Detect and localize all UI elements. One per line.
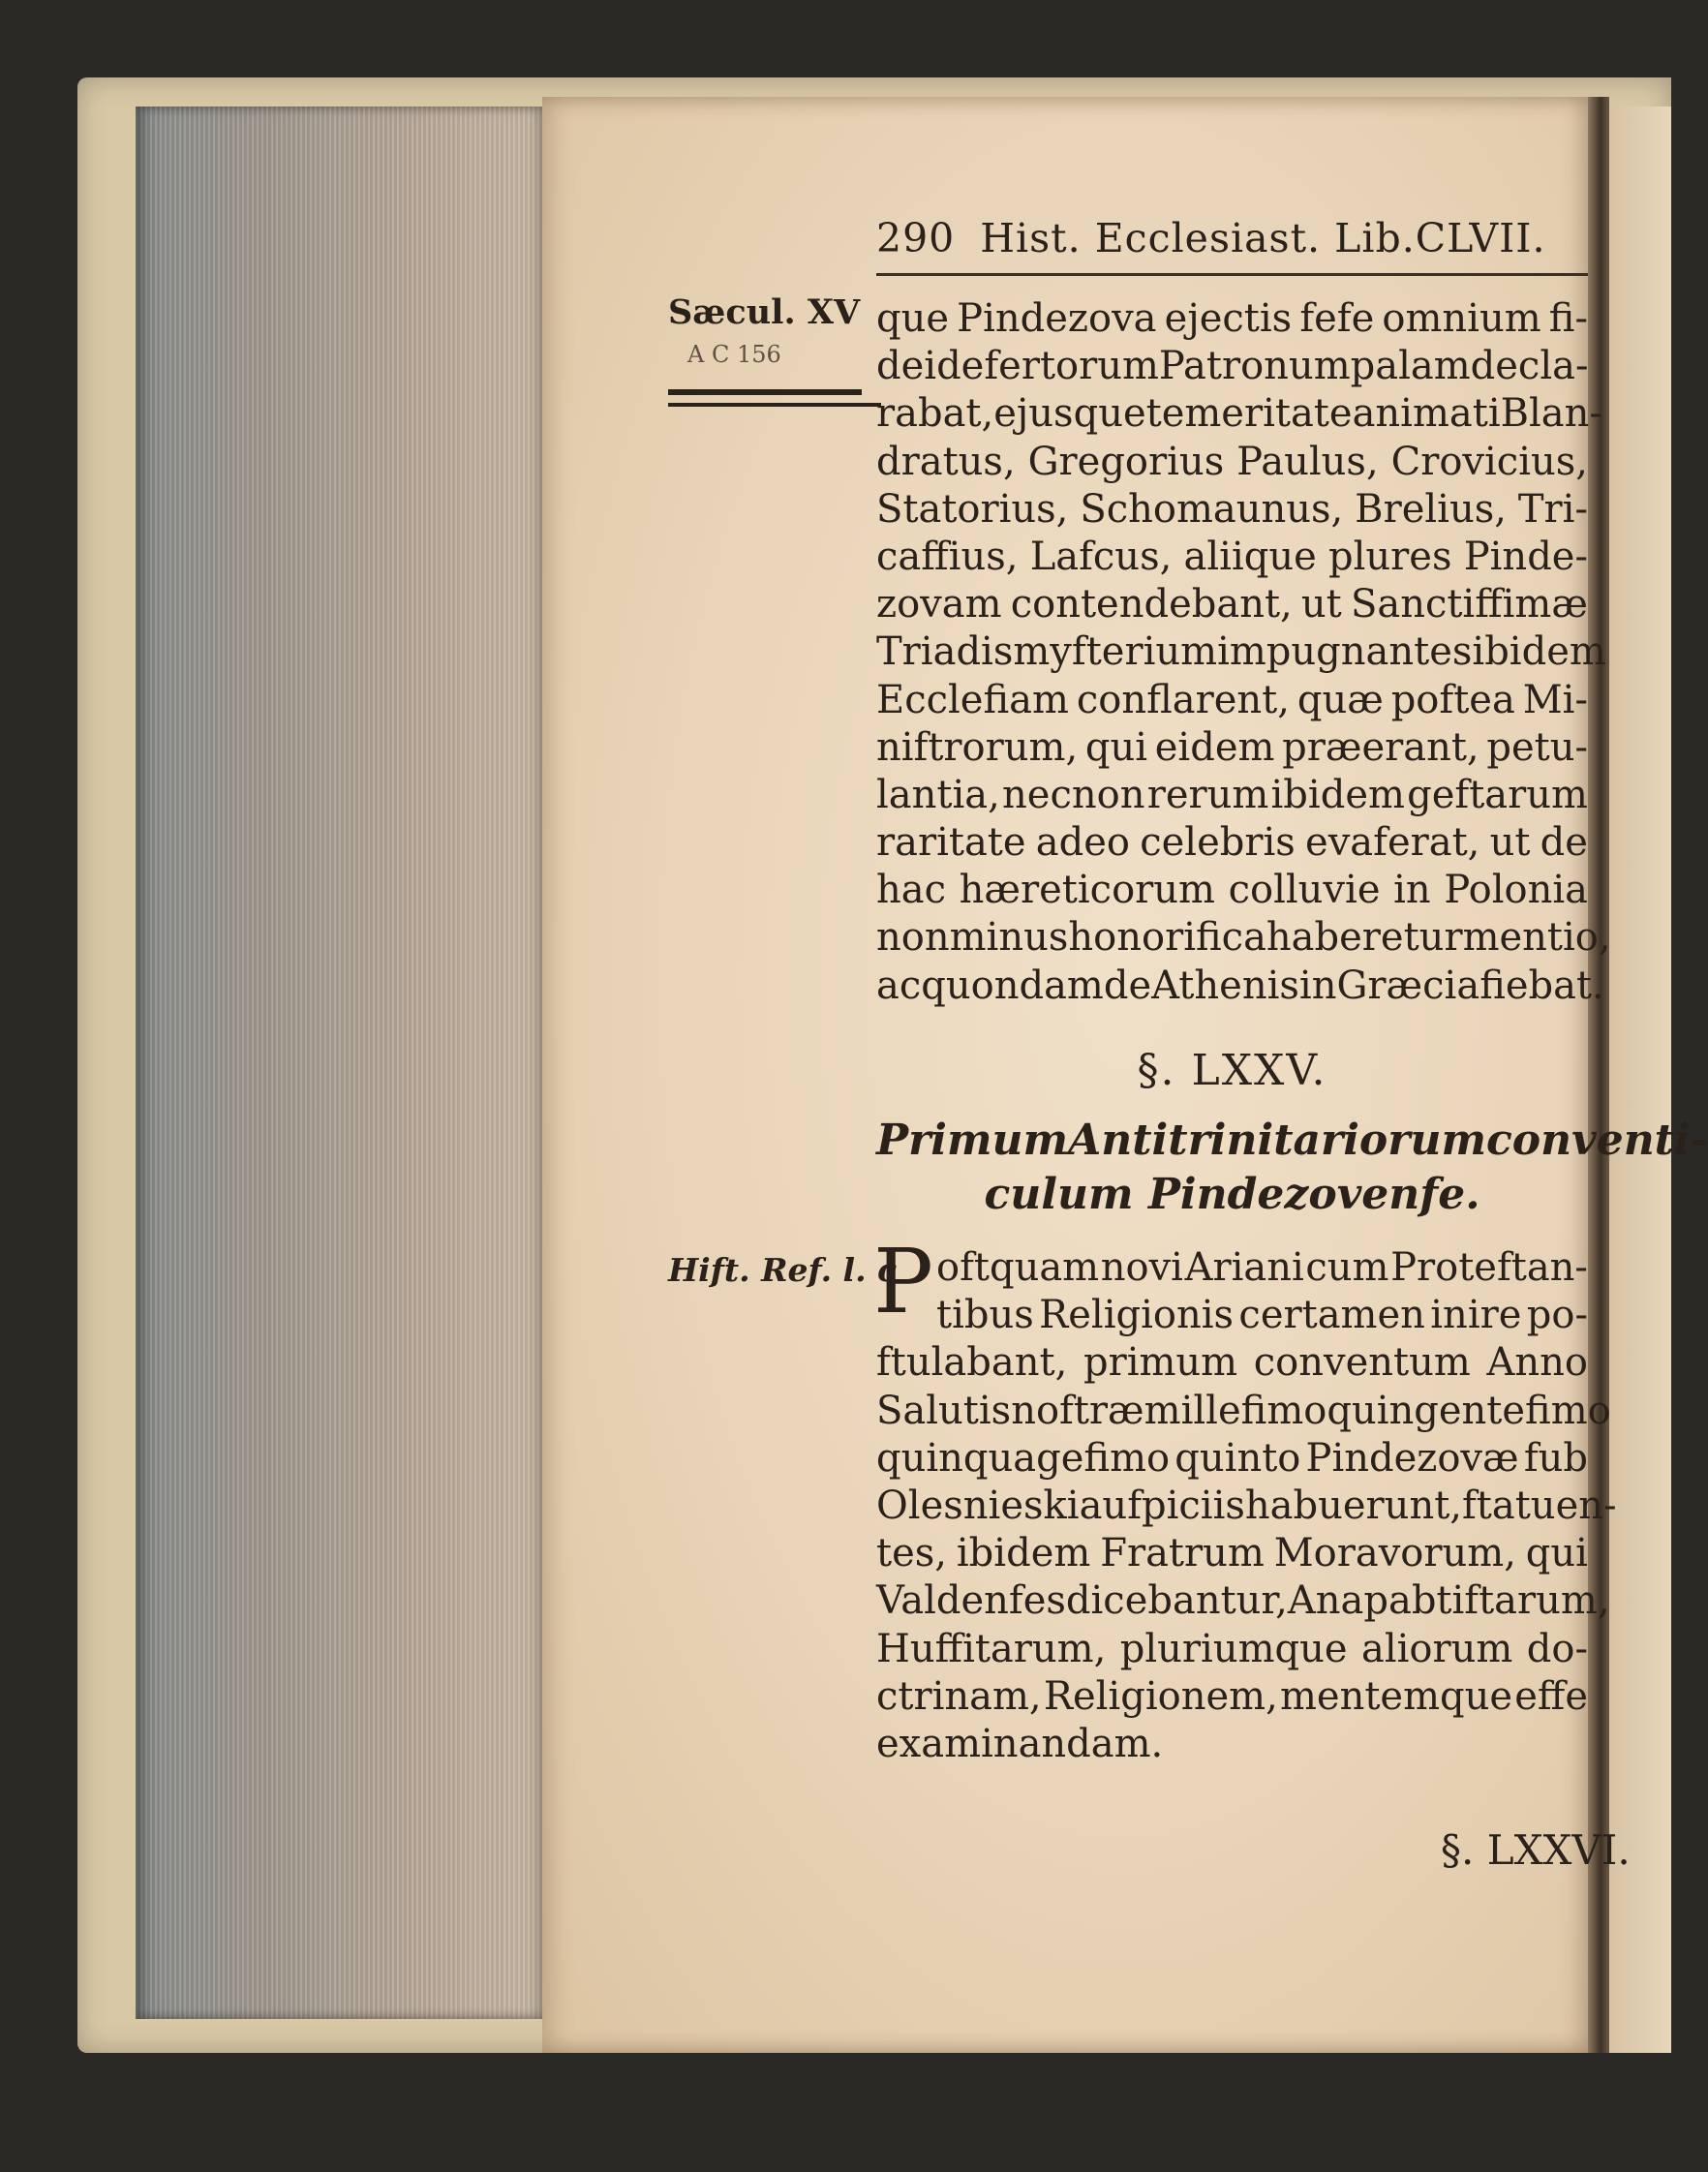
word: Valdenfes <box>876 1578 1066 1624</box>
word: aliique <box>1183 534 1317 579</box>
text-line <box>876 1530 1588 1577</box>
word: niftrorum, <box>876 724 1079 770</box>
word: Pinde- <box>1463 534 1588 579</box>
word: minus <box>949 915 1069 961</box>
word: Lafcus, <box>1029 534 1173 579</box>
word: quingentefimo <box>1327 1388 1611 1433</box>
text-line <box>876 486 1588 534</box>
text-line <box>876 1577 1610 1625</box>
word: præerant, <box>1282 724 1479 770</box>
margin-rule-lower <box>668 403 881 407</box>
word: de <box>1540 820 1588 866</box>
word: defertorum <box>936 344 1159 389</box>
word: ctrinam, <box>876 1673 1042 1719</box>
text-line <box>876 963 1604 1010</box>
section-title <box>876 1114 1708 1222</box>
word: dei <box>876 344 937 389</box>
section-title-line-1 <box>876 1114 1708 1168</box>
word: conflarent, <box>1076 677 1290 722</box>
word: myfterium <box>1013 629 1218 675</box>
word: conventum <box>1253 1340 1471 1386</box>
word: animati <box>1352 391 1501 437</box>
paragraph-1 <box>876 295 1611 1010</box>
word: primum <box>1083 1340 1238 1386</box>
word: non <box>876 915 950 961</box>
word: Olesnieski <box>876 1483 1080 1528</box>
word: Crovicius, <box>1390 439 1588 484</box>
title-word: conventi- <box>1486 1116 1708 1165</box>
word: palam <box>1350 344 1471 389</box>
word: ut <box>1489 820 1531 866</box>
word: Schomaunus, <box>1080 486 1344 532</box>
text-line <box>876 1626 1588 1673</box>
text-line <box>876 1244 1588 1292</box>
word: pluriumque <box>1119 1626 1348 1671</box>
word: certamen <box>1238 1293 1425 1338</box>
word: Polonia <box>1444 868 1588 913</box>
word: temeritate <box>1145 391 1353 437</box>
word: raritate <box>876 820 1026 866</box>
word: millefimo <box>1144 1388 1327 1433</box>
word: effe <box>1514 1673 1588 1719</box>
text-line <box>876 1721 1588 1768</box>
word: ibidem <box>1472 629 1606 675</box>
word: fi- <box>1548 296 1588 341</box>
word: plures <box>1328 534 1452 579</box>
word: mentio, <box>1462 915 1611 961</box>
word: Statorius, <box>876 486 1069 532</box>
catchword: §. LXXVI. <box>1441 1826 1631 1874</box>
word: Sanctiffimæ <box>1350 582 1588 627</box>
word: colluvie <box>1228 868 1381 913</box>
word: Salutis <box>876 1388 1012 1433</box>
drop-cap: P <box>873 1230 933 1333</box>
word: Fratrum <box>1100 1531 1265 1576</box>
header-rule <box>876 273 1588 276</box>
word: Huffitarum, <box>876 1626 1107 1671</box>
word: Brelius, <box>1355 486 1507 532</box>
text-line <box>876 343 1588 390</box>
word: hæreticorum <box>959 868 1215 913</box>
word: in <box>1393 868 1431 913</box>
word: Ariani <box>1184 1245 1304 1290</box>
text-line <box>876 819 1588 867</box>
word: do- <box>1526 1626 1588 1671</box>
word: po- <box>1526 1293 1588 1338</box>
word: honorifica <box>1068 915 1266 961</box>
word: fiebat. <box>1479 963 1604 1008</box>
word: habuerunt, <box>1244 1483 1462 1528</box>
text-line <box>876 867 1588 914</box>
word: ftatuen- <box>1462 1483 1617 1528</box>
page-fore-edge <box>136 107 542 2019</box>
word: lantia, <box>876 772 1000 817</box>
word: qui <box>1525 1531 1588 1576</box>
word: rerum <box>1146 772 1269 817</box>
word: fefe <box>1299 296 1375 341</box>
word: Mi- <box>1522 677 1588 722</box>
word: Moravorum, <box>1273 1531 1516 1576</box>
word: dratus, <box>876 439 1016 484</box>
text-line <box>876 724 1588 772</box>
word: poftea <box>1390 677 1515 722</box>
word: impugnantes <box>1217 629 1473 675</box>
word: omnium <box>1382 296 1541 341</box>
word: quondam <box>921 963 1104 1008</box>
word: petu- <box>1486 724 1588 770</box>
text-line <box>876 1483 1617 1530</box>
text-line <box>876 1339 1588 1387</box>
word: qui <box>1084 724 1148 770</box>
text-line <box>876 772 1588 819</box>
text-line <box>876 628 1606 676</box>
running-head <box>876 215 1593 261</box>
word: contendebant, <box>1010 582 1293 627</box>
text-line <box>876 581 1588 628</box>
word: ac <box>876 963 922 1008</box>
word: ftulabant, <box>876 1340 1068 1386</box>
word: necnon <box>1002 772 1145 817</box>
word: tes, <box>876 1531 947 1576</box>
facing-page-edge <box>1609 107 1671 2053</box>
section-number: §. LXXV. <box>1137 1046 1327 1095</box>
word: noftræ <box>1011 1388 1144 1433</box>
margin-reference: Hift. Ref. l. c <box>668 1251 898 1289</box>
text-line <box>876 914 1611 962</box>
word: Proteftan- <box>1390 1245 1588 1290</box>
word: Pindezova <box>957 296 1157 341</box>
word: Anno <box>1486 1340 1588 1386</box>
word: de <box>1103 963 1152 1008</box>
word: zovam <box>876 582 1002 627</box>
text-line <box>876 390 1602 438</box>
margin-anno: A C 156 <box>687 341 781 368</box>
word: quinquagefimo <box>876 1435 1171 1481</box>
title-word: Primum <box>876 1116 1069 1165</box>
word: Triadis <box>876 629 1014 675</box>
title-word: Antitrinitariorum <box>1068 1116 1486 1165</box>
word: tibus <box>936 1293 1034 1338</box>
word: haberetur <box>1266 915 1463 961</box>
paragraph-2 <box>876 1244 1617 1768</box>
word: caffius, <box>876 534 1019 579</box>
text-line <box>876 1673 1588 1721</box>
word: rabat, <box>876 391 994 437</box>
text-line <box>876 1435 1588 1483</box>
word: ejectis <box>1164 296 1293 341</box>
word: Ecclefiam <box>876 677 1069 722</box>
text-line <box>876 534 1588 581</box>
word: eidem <box>1154 724 1275 770</box>
text-line <box>876 677 1588 724</box>
word: Patronum <box>1158 344 1351 389</box>
word: evaferat, <box>1305 820 1480 866</box>
word: examinandam. <box>876 1721 1164 1766</box>
word: Gregorius <box>1027 439 1225 484</box>
text-line <box>876 295 1588 343</box>
text-line <box>876 1292 1588 1339</box>
text-line <box>876 1388 1611 1435</box>
word: Athenis <box>1151 963 1299 1008</box>
word: Pindezovæ <box>1305 1435 1519 1481</box>
word: aliorum <box>1361 1626 1513 1671</box>
word: fub <box>1523 1435 1588 1481</box>
word: in <box>1298 963 1337 1008</box>
word: dicebantur, <box>1065 1578 1288 1624</box>
word: mentemque <box>1279 1673 1513 1719</box>
section-title-line-2: culum Pindezovenfe. <box>984 1170 1480 1219</box>
word: Religionis <box>1039 1293 1235 1338</box>
word: Blan- <box>1500 391 1602 437</box>
text-line <box>876 439 1588 486</box>
word: decla- <box>1470 344 1589 389</box>
word: novi <box>1100 1245 1183 1290</box>
word: celebris <box>1140 820 1296 866</box>
word: Græcia <box>1336 963 1480 1008</box>
word: que <box>876 296 950 341</box>
word: aufpiciis <box>1079 1483 1245 1528</box>
page-number: 290 <box>876 215 956 261</box>
margin-rule-upper <box>668 389 862 395</box>
word: geftarum <box>1407 772 1588 817</box>
word: quinto <box>1174 1435 1301 1481</box>
word: ibidem <box>1270 772 1405 817</box>
word: Tri- <box>1517 486 1588 532</box>
word: Religionem, <box>1043 1673 1278 1719</box>
word: ut <box>1300 582 1342 627</box>
word: hac <box>876 868 947 913</box>
margin-saeculum: Sæcul. XV <box>668 292 861 332</box>
word: Anapabtiftarum, <box>1287 1578 1610 1624</box>
word: adeo <box>1035 820 1130 866</box>
word: Paulus, <box>1236 439 1379 484</box>
word: oftquam <box>936 1245 1100 1290</box>
word: quæ <box>1296 677 1384 722</box>
running-title: Hist. Ecclesiast. Lib.CLVII. <box>980 215 1546 261</box>
word: inire <box>1430 1293 1522 1338</box>
word: ibidem <box>956 1531 1091 1576</box>
word: cum <box>1305 1245 1389 1290</box>
word: ejusque <box>993 391 1146 437</box>
